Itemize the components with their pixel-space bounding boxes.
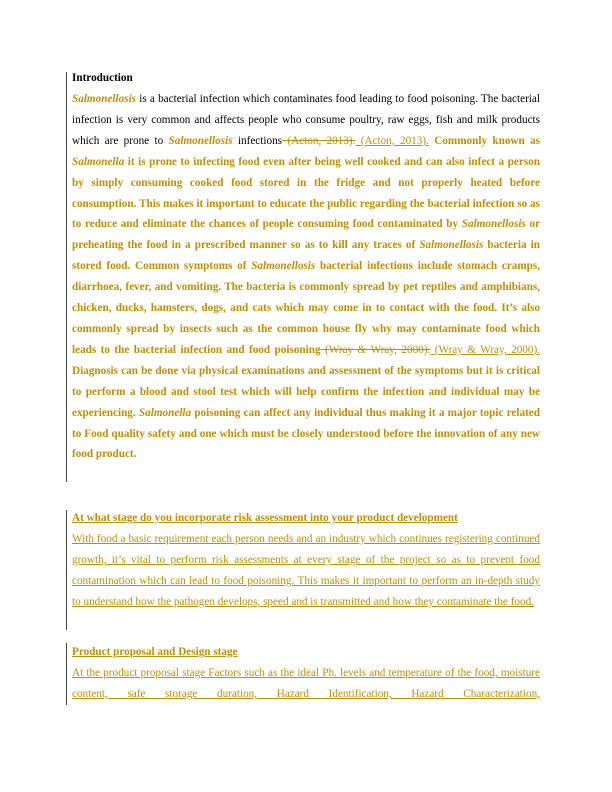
intro-paragraph: Salmonellosis is a bacterial infection which contaminates food leading to food poisoning. The bacterial infection is very common and affects people who consume poultry, raw eggs, fish and milk products which are prone to Salmonellosis infections (Acton, 2013). (Acton, 2013). Commonly known as Salmonella it is prone to infecting food even after being well cooked and can also infect a person by simply consuming cooked food stored in the fridge and not properly heated before consumption. This makes it important to educate the public regarding the bacterial infection so as to reduce and eliminate the chances of people consuming food contaminated by Salmonellosis or preheating the food in a prescribed manner so as to kill any traces of Salmonellosis bacteria in stored food. Common symptoms of Salmonellosis bacterial infections include stomach cramps, diarrhoea, fever, and vomiting. The bacteria is commonly spread by pet reptiles and amphibians, chicken, ducks, hamsters, dogs, and cats which may come in to contact with the food. It’s also commonly spread by insects such as the common house fly why may contaminate food which leads to the bacterial infection and food poisoning (Wray & Wray, 2000). (Wray & Wray, 2000). Diagnosis can be done via physical examinations and assessment of the symptoms but it is critical to perform a blood and stool test which will help confirm the infection and individual may be experiencing. Salmonella poisoning can affect any individual thus making it a major topic related to Food quality safety and one which must be closely understood before the innovation of any new food product. <box>72 93 541 461</box>
deleted-citation: (Wray & Wray, 2000). <box>320 343 431 356</box>
intro-heading: Introduction <box>72 72 133 84</box>
inserted-citation: (Acton, 2013). <box>355 134 429 147</box>
change-bar <box>66 510 67 630</box>
term-salmonellosis: Salmonellosis <box>72 93 137 105</box>
term-salmonellosis: Salmonellosis <box>168 134 233 147</box>
proposal-paragraph: At the product proposal stage Factors such as the ideal Ph. levels and temperature of the food, moisture content, safe storage duration, Hazard Identification, Hazard Characterization, <box>72 667 540 700</box>
deleted-citation: (Acton, 2013). <box>282 134 356 147</box>
change-bar <box>66 643 67 705</box>
proposal-heading: Product proposal and Design stage <box>72 646 238 658</box>
change-bar <box>66 72 67 482</box>
inserted-citation: (Wray & Wray, 2000). <box>430 343 541 356</box>
risk-paragraph: With food a basic requirement each person needs and an industry which continues registering continued growth, it’s vital to perform risk assessments at every stage of the project so as to prevent food contamination which can lead to food poisoning. This makes it important to perform an in-depth study to understand how the pathogen develops, speed and is transmitted and how they contaminate the food. <box>72 533 540 608</box>
risk-heading: At what stage do you incorporate risk assessment into your product development <box>72 512 458 524</box>
